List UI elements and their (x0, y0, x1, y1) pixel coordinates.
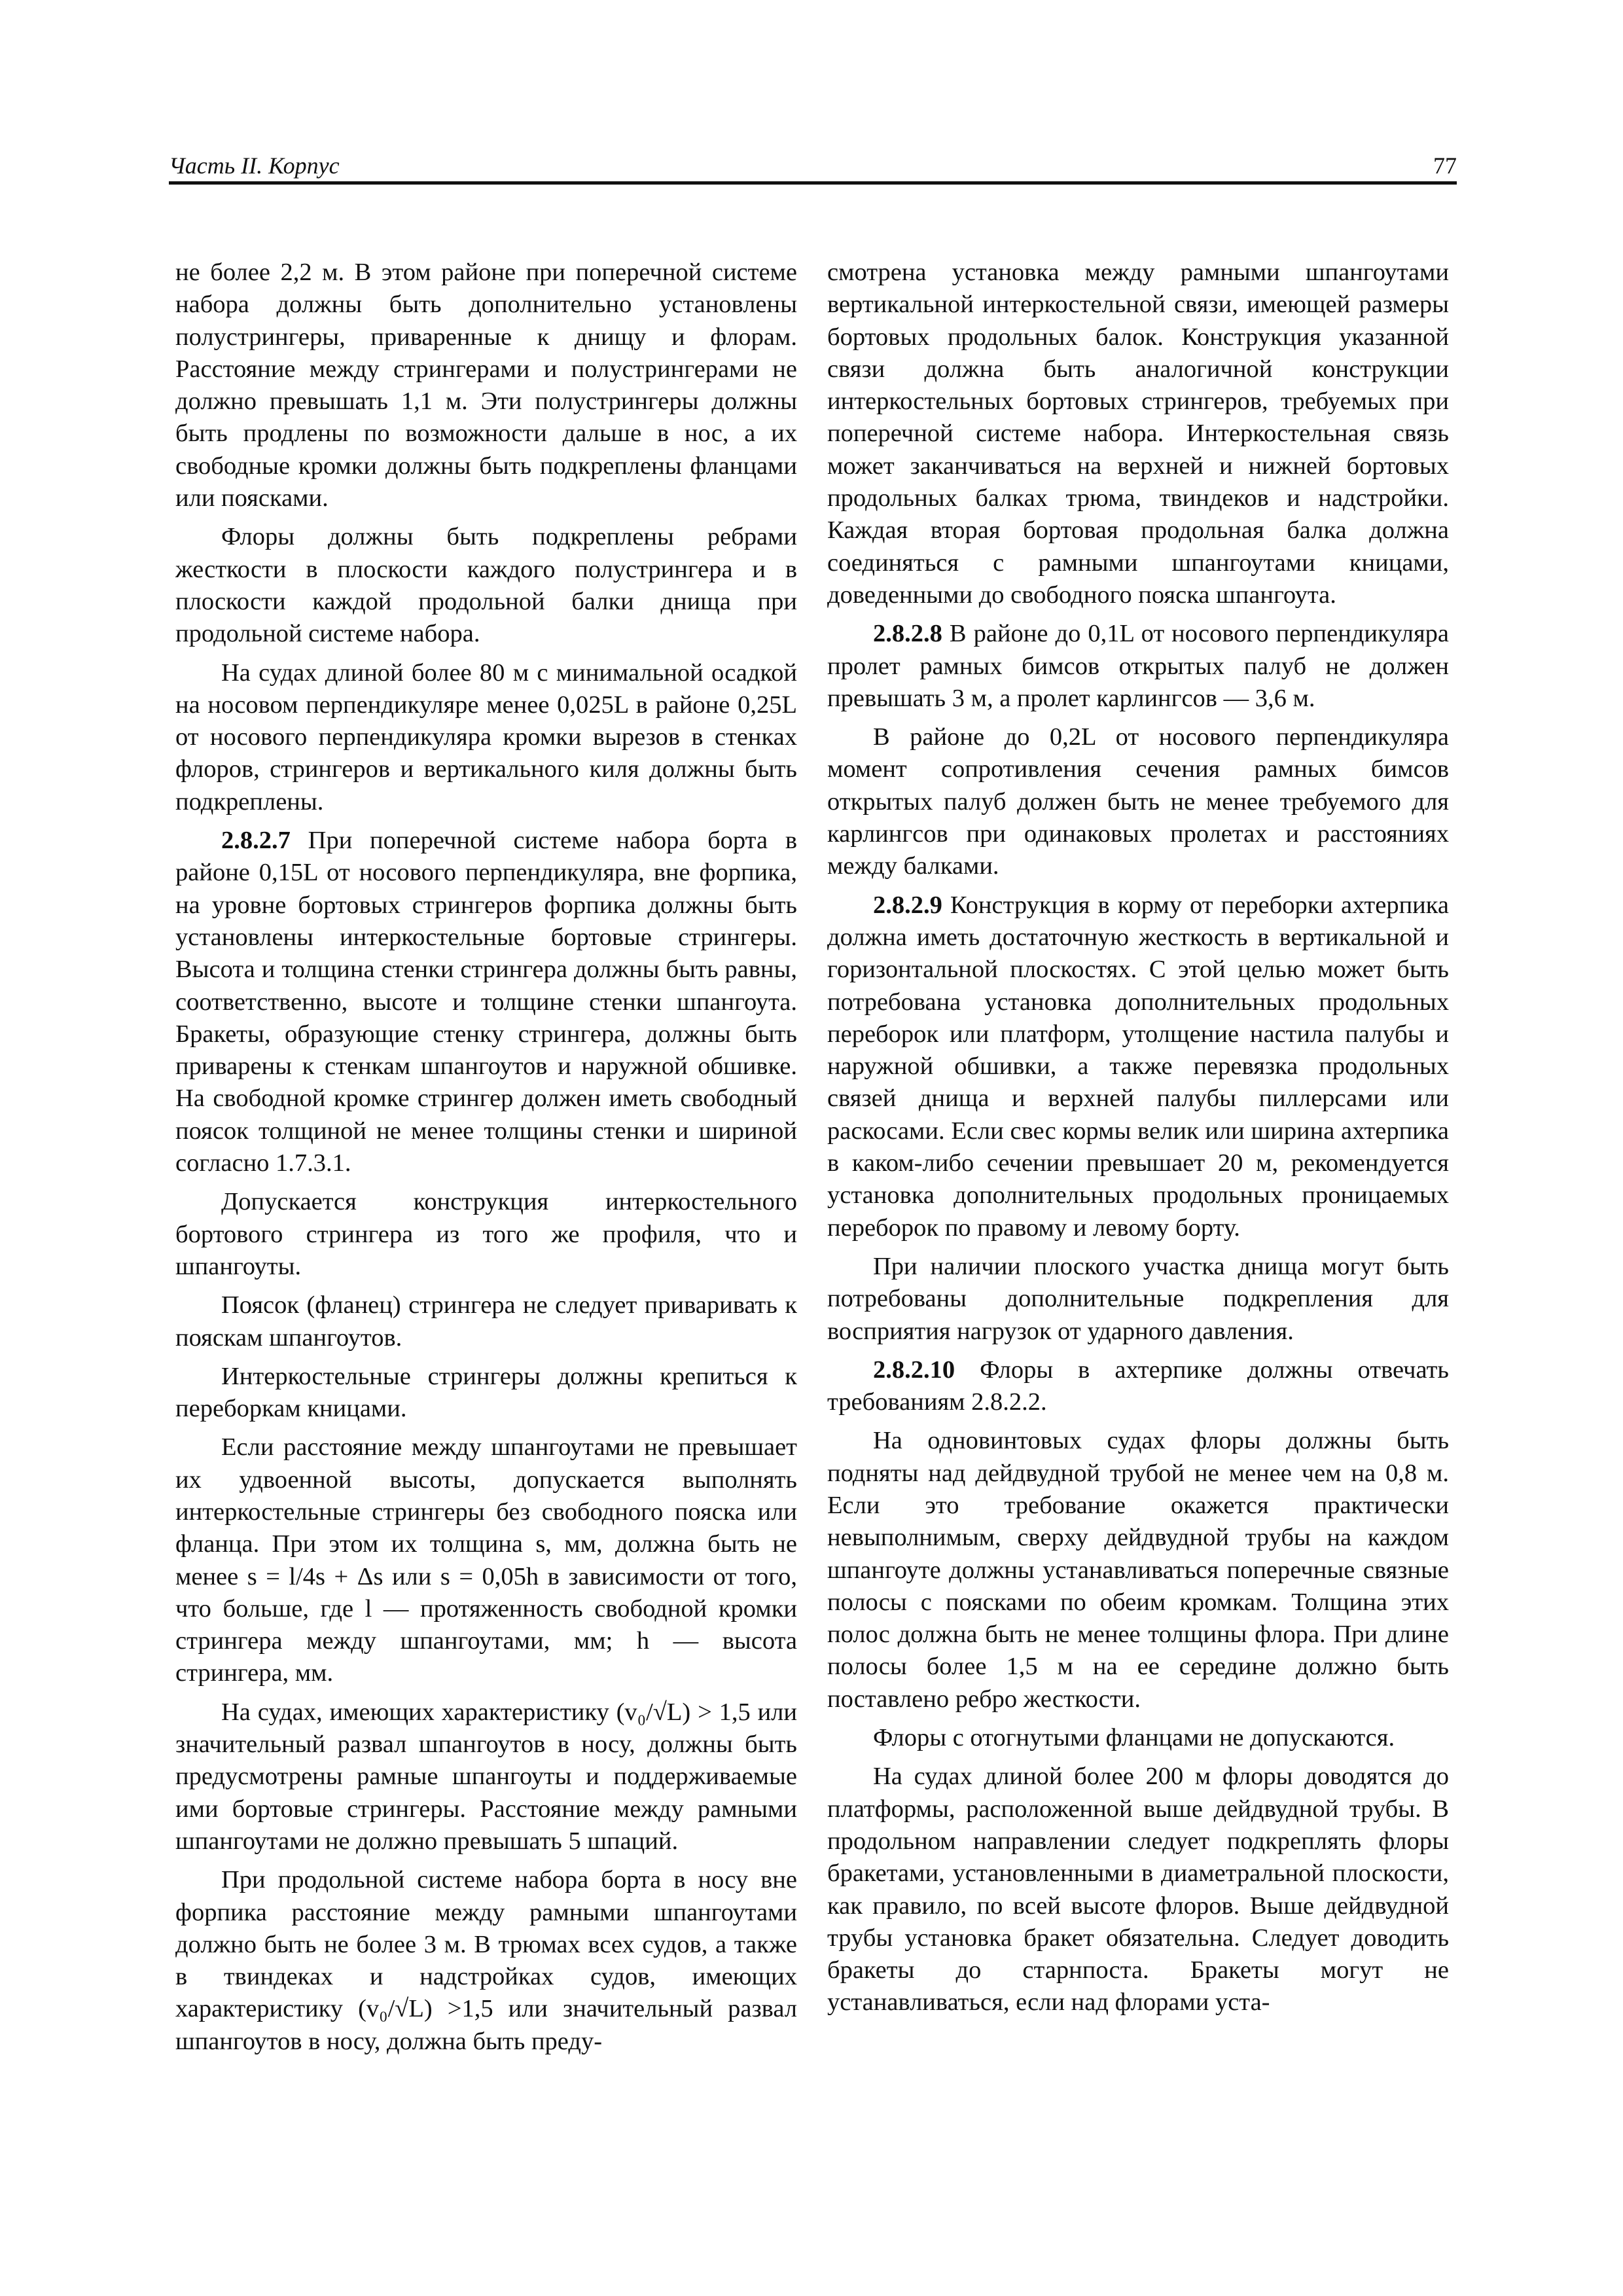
right-column (827, 257, 1449, 2026)
paragraph: При наличии плоского участка днища могут быть потребованы дополнительные подкрепления для восприятия нагрузок от ударного давления. (827, 1252, 1449, 1345)
paragraph: При продольной системе набора борта в носу вне форпика расстояние между рамными шпангоутами должно быть не более 3 м. В трюмах всех судов, а также в твиндеках и надстройках судов, имеющих характеристику (v₀/√L) >1,5 или значительный развал шпангоутов в носу, должна быть преду- (175, 1866, 797, 2055)
paragraph: смотрена установка между рамными шпангоутами вертикальной интеркостельной связи, имеющей размеры бортовых продольных балок. Конструкция указанной связи должна быть аналогичной конструкции интеркостельных бортовых стрингеров, требуемых при поперечной системе набора. Интеркостельная связь может заканчиваться на верхней и нижней бортовых продольных балках трюма, твиндеков и надстройки. Каждая вторая бортовая продольная балка должна соединяться с рамными шпангоутами кницами, доведенными до свободного пояска шпангоута. (827, 259, 1449, 609)
paragraph: 2.8.2.10 Флоры в ахтерпике должны отвечать требованиям 2.8.2.2. (827, 1355, 1449, 1416)
page-header (169, 145, 1457, 185)
paragraph: Допускается конструкция интеркостельного бортового стрингера из того же профиля, что и шпангоуты. (175, 1188, 797, 1280)
clause-number: 2.8.2.7 (221, 827, 291, 855)
page-number: 77 (1433, 152, 1457, 179)
paragraph: Поясок (фланец) стрингера не следует приваривать к пояскам шпангоутов. (175, 1291, 797, 1352)
paragraph: 2.8.2.7 При поперечной системе набора борта в районе 0,15L от носового перпендикуляра, вне форпика, на уровне бортовых стрингеров форпика должны быть установлены интеркостельные бортовые стрингеры. Высота и толщина стенки стрингера должны быть равны, соответственно, высоте и толщине стенки шпангоута. Бракеты, образующие стенку стрингера, должны быть приварены к стенкам шпангоутов и наружной обшивке. На свободной кромке стрингер должен иметь свободный поясок толщиной не менее толщины стенки и шириной согласно 1.7.3.1. (175, 827, 797, 1177)
paragraph: На судах, имеющих характеристику (v₀/√L) > 1,5 или значительный развал шпангоутов в носу, должны быть предусмотрены рамные шпангоуты и поддерживаемые ими бортовые стрингеры. Расстояние между рамными шпангоутами не должно превышать 5 шпаций. (175, 1698, 797, 1855)
clause-number: 2.8.2.10 (873, 1355, 955, 1384)
paragraph: Интеркостельные стрингеры должны крепиться к переборкам кницами. (175, 1362, 797, 1423)
paragraph: Флоры с отогнутыми фланцами не допускаются. (873, 1724, 1395, 1752)
clause-number: 2.8.2.8 (873, 620, 942, 648)
paragraph: Если расстояние между шпангоутами не превышает их удвоенной высоты, допускается выполнять интеркостельные стрингеры без свободного пояска или фланца. При этом их толщина s, мм, должна быть не менее s = l/4s + Δs или s = 0,05h в зависимости от того, что больше, где l — протяженность свободной кромки стрингера между шпангоутами, мм; h — высота стрингера, мм. (175, 1433, 797, 1687)
clause-number: 2.8.2.9 (873, 891, 942, 919)
section-title: Часть II. Корпус (169, 152, 340, 179)
paragraph: В районе до 0,2L от носового перпендикуляра момент сопротивления сечения рамных бимсов открытых палуб должен быть не менее требуемого для карлингсов при одинаковых пролетах и расстояниях между балками. (827, 723, 1449, 880)
paragraph: 2.8.2.9 Конструкция в корму от переборки ахтерпика должна иметь достаточную жесткость в вертикальной и горизонтальной плоскостях. С этой целью может быть потребована установка дополнительных продольных переборок или платформ, утолщение настила палубы и наружной обшивки, а также перевязка продольных связей днища и верхней палубы пиллерсами или раскосами. Если свес кормы велик или ширина ахтерпика в каком-либо сечении превышает 20 м, рекомендуется установка дополнительных продольных проницаемых переборок по правому и левому борту. (827, 891, 1449, 1242)
paragraph: На судах длиной более 200 м флоры доводятся до платформы, расположенной выше дейдвудной трубы. В продольном направлении следует подкреплять флоры бракетами, установленными в диаметральной плоскости, как правило, по всей высоте флоров. Выше дейдвудной трубы установка бракет обязательна. Следует доводить бракеты до старнпоста. Бракеты могут не устанавливаться, если над флорами уста- (827, 1763, 1449, 2017)
paragraph: На судах длиной более 80 м с минимальной осадкой на носовом перпендикуляре менее 0,025L в районе 0,25L от носового перпендикуляра кромки вырезов в стенках флоров, стрингеров и вертикального киля должны быть подкреплены. (175, 658, 797, 816)
left-column (175, 257, 797, 2064)
paragraph: Флоры должны быть подкреплены ребрами жесткости в плоскости каждого полустрингера и в плоскости каждой продольной балки днища при продольной системе набора. (175, 523, 797, 648)
paragraph: не более 2,2 м. В этом районе при поперечной системе набора должны быть дополнительно установлены полустрингеры, приваренные к днищу и флорам. Расстояние между стрингерами и полустрингерами не должно превышать 1,1 м. Эти полустрингеры должны быть продлены по возможности дальше в нос, а их свободные кромки должны быть подкреплены фланцами или поясками. (175, 259, 797, 512)
paragraph: На одновинтовых судах флоры должны быть подняты над дейдвудной трубой не менее чем на 0,8 м. Если это требование окажется практически невыполнимым, сверху дейдвудной трубы на каждом шпангоуте должны устанавливаться поперечные связные полосы с поясками по обеим кромкам. Толщина этих полос должна быть не менее толщины флора. При длине полосы более 1,5 м на ее середине должно быть поставлено ребро жесткости. (827, 1427, 1449, 1713)
header-rule (169, 181, 1457, 185)
paragraph: 2.8.2.8 В районе до 0,1L от носового перпендикуляра пролет рамных бимсов открытых палуб не должен превышать 3 м, а пролет карлингсов — 3,6 м. (827, 620, 1449, 712)
